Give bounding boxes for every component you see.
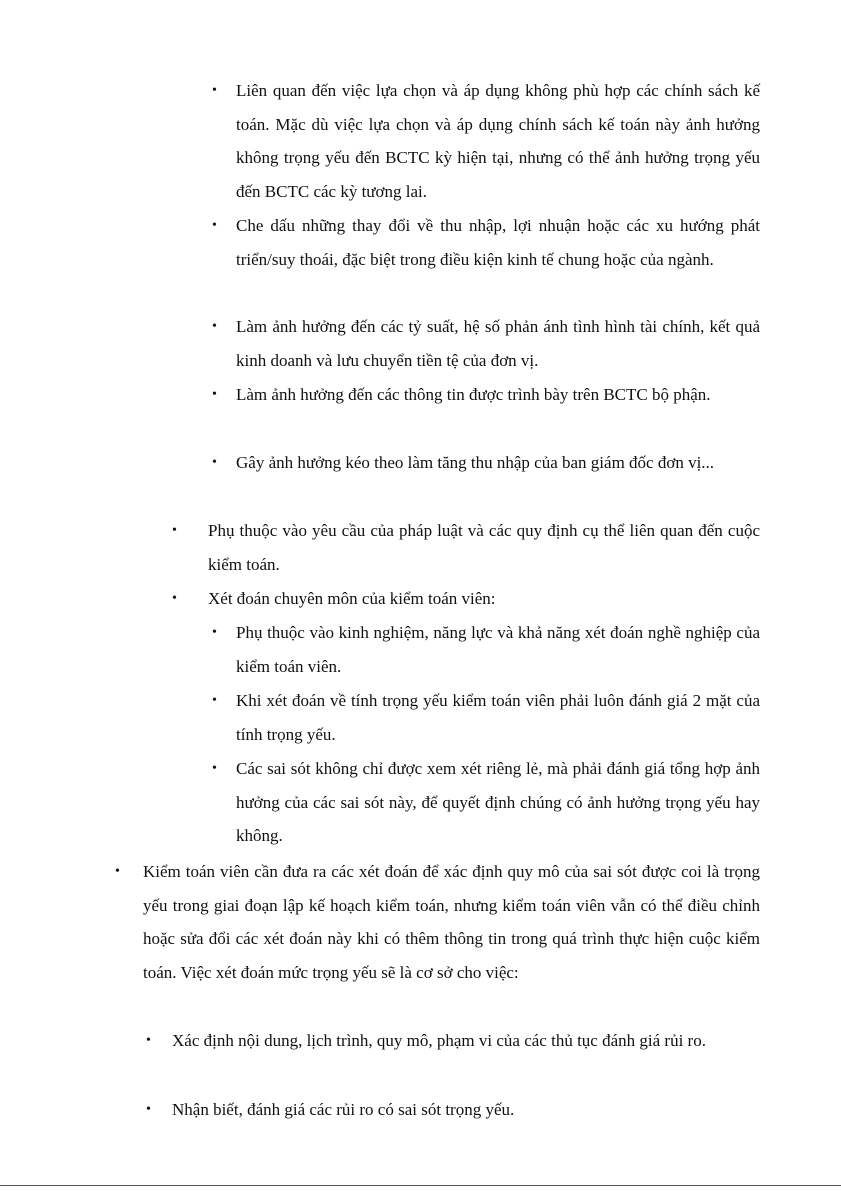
list-item-text: Che dấu những thay đổi về thu nhập, lợi nhuận hoặc các xu hướng phát triển/suy thoái, đặc biệt trong điều kiện kinh tế chung hoặc của ngành. [236,216,760,269]
list-item-segment-info [212,378,760,412]
list-item-text: Nhận biết, đánh giá các rủi ro có sai sót trọng yếu. [172,1100,515,1119]
bullet-icon: • [212,387,217,402]
list-item-text: Xác định nội dung, lịch trình, quy mô, phạm vi của các thủ tục đánh giá rủi ro. [172,1031,706,1050]
list-item-auditor-judgment [115,855,760,989]
list-item-aggregate-misstatements [212,752,760,853]
bullet-icon: • [146,1102,151,1117]
bullet-icon: • [212,693,217,708]
list-item-text: Liên quan đến việc lựa chọn và áp dụng không phù hợp các chính sách kế toán. Mặc dù việc lựa chọn và áp dụng chính sách kế toán này ảnh hưởng không trọng yếu đến BCTC kỳ hiện tại, nhưng có thể ảnh hưởng trọng yếu đến BCTC các kỳ tương lai. [236,81,760,201]
list-item-text: Kiểm toán viên cần đưa ra các xét đoán để xác định quy mô của sai sót được coi là trọng yếu trong giai đoạn lập kế hoạch kiểm toán, nhưng kiểm toán viên vẫn có thể điều chỉnh hoặc sửa đổi các xét đoán này khi có thêm thông tin trong quá trình thực hiện cuộc kiểm toán. Việc xét đoán mức trọng yếu sẽ là cơ sở cho việc: [143,862,760,982]
list-item-text: Xét đoán chuyên môn của kiểm toán viên: [208,589,496,608]
bullet-icon: • [212,218,217,233]
bullet-icon: • [212,625,217,640]
bullet-icon: • [172,523,177,538]
list-item-two-aspects [212,684,760,751]
list-item-text: Các sai sót không chỉ được xem xét riêng lẻ, mà phải đánh giá tổng hợp ảnh hưởng của các sai sót này, để quyết định chúng có ảnh hưởng trọng yếu hay không. [236,759,760,846]
bullet-icon: • [146,1033,151,1048]
list-item-legal-requirements [172,514,760,581]
bullet-icon: • [212,83,217,98]
bullet-icon: • [172,591,177,606]
page-bottom-rule [0,1185,841,1186]
list-item-text: Khi xét đoán về tính trọng yếu kiểm toán viên phải luôn đánh giá 2 mặt của tính trọng yếu. [236,691,760,744]
list-item-ratios [212,310,760,377]
bullet-icon: • [212,761,217,776]
list-item-hide-changes [212,209,760,276]
list-item-text: Làm ảnh hưởng đến các tỷ suất, hệ số phản ánh tình hình tài chính, kết quả kinh doanh và lưu chuyển tiền tệ của đơn vị. [236,317,760,370]
list-item-text: Gây ảnh hưởng kéo theo làm tăng thu nhập của ban giám đốc đơn vị... [236,453,715,472]
list-item-accounting-policy [212,74,760,208]
bullet-icon: • [212,455,217,470]
list-item-text: Làm ảnh hưởng đến các thông tin được trình bày trên BCTC bộ phận. [236,385,711,404]
list-item-text: Phụ thuộc vào yêu cầu của pháp luật và các quy định cụ thể liên quan đến cuộc kiểm toán. [208,521,760,574]
list-item-professional-judgment [172,582,760,616]
list-item-identify-risks [146,1093,760,1127]
list-item-text: Phụ thuộc vào kinh nghiệm, năng lực và khả năng xét đoán nghề nghiệp của kiểm toán viên. [236,623,760,676]
bullet-icon: • [212,319,217,334]
list-item-risk-procedures [146,1024,760,1058]
list-item-management-income [212,446,760,480]
bullet-icon: • [115,864,120,879]
list-item-experience [212,616,760,683]
